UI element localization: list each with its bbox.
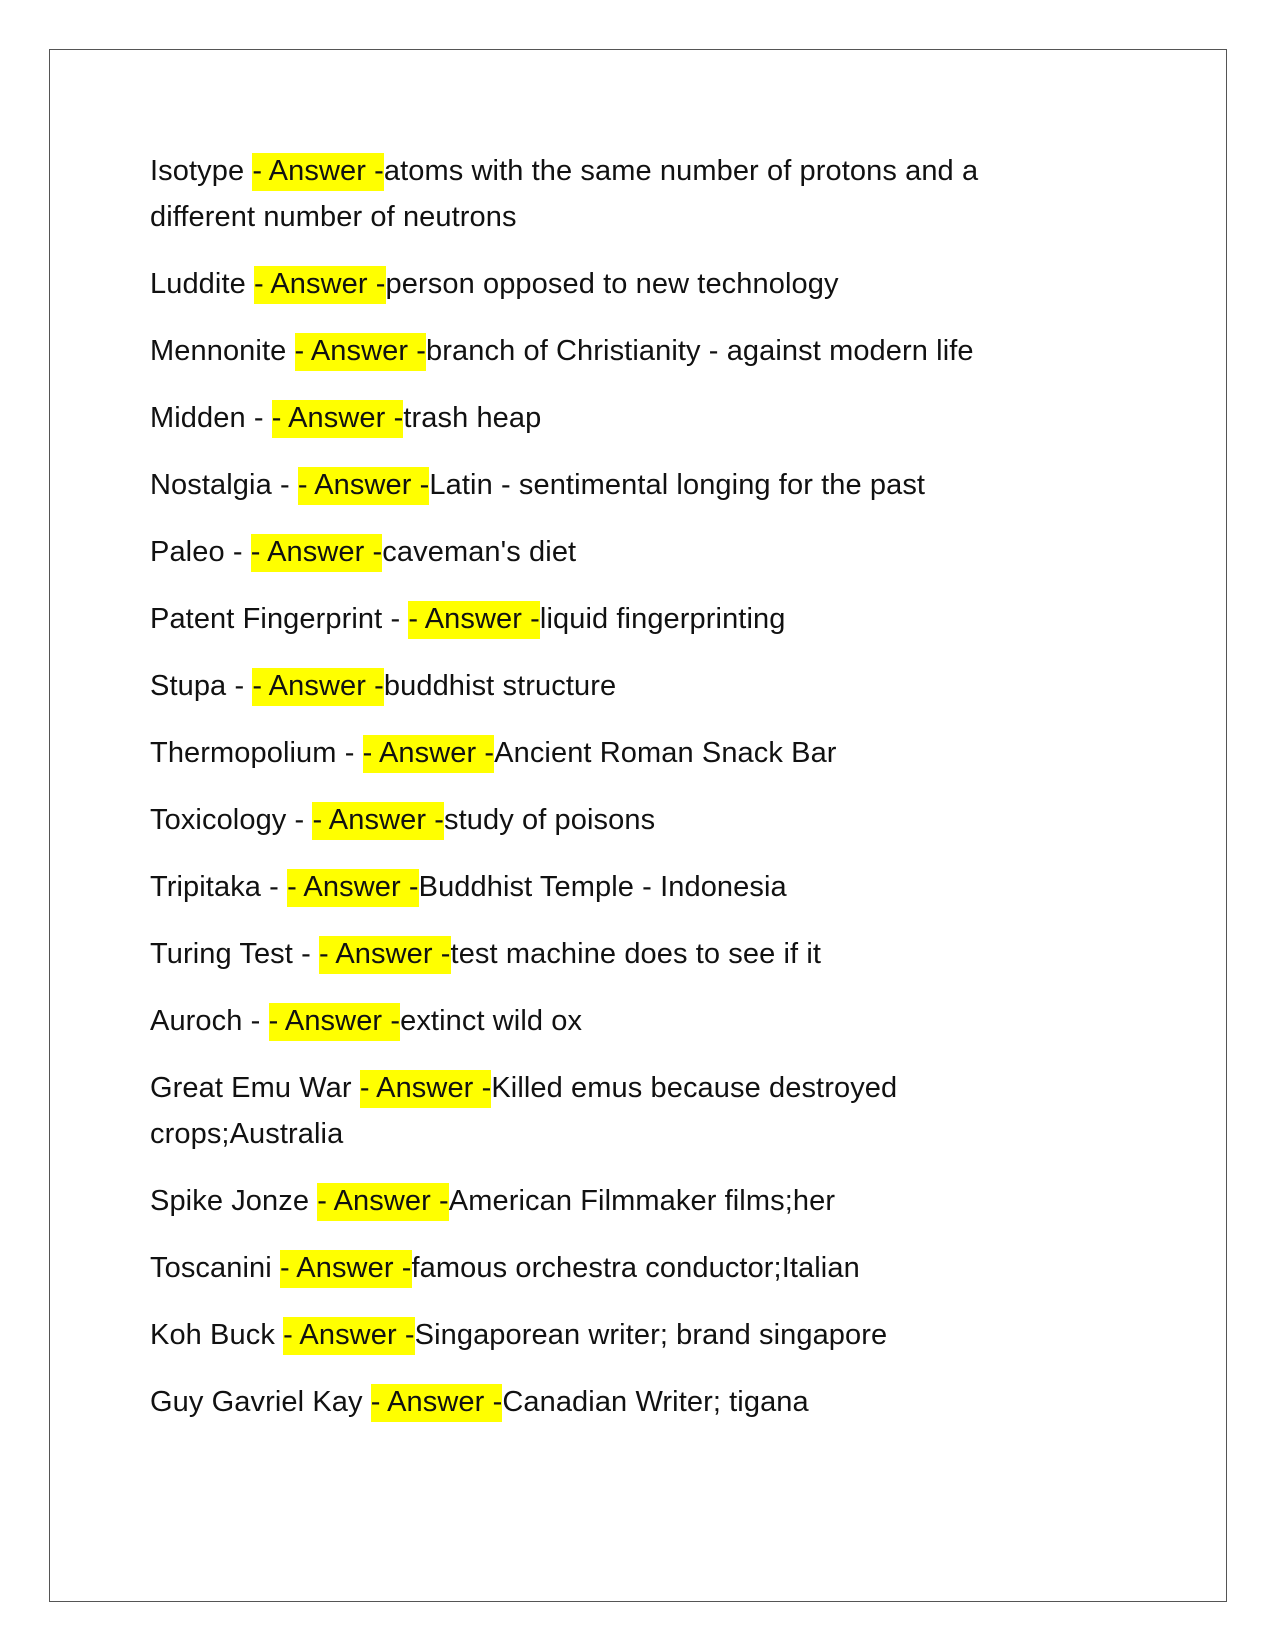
term: Toscanini bbox=[150, 1252, 280, 1284]
entry-auroch bbox=[150, 998, 1050, 1044]
answer: caveman's diet bbox=[382, 536, 577, 568]
answer: Ancient Roman Snack Bar bbox=[494, 737, 837, 769]
term: Toxicology - bbox=[150, 804, 313, 836]
answer-marker: - Answer - bbox=[269, 1003, 401, 1041]
answer: test machine does to see if it bbox=[450, 938, 822, 970]
answer-marker: - Answer - bbox=[298, 467, 430, 505]
entry-nostalgia bbox=[150, 462, 1050, 508]
answer: Canadian Writer; tigana bbox=[502, 1386, 809, 1418]
answer: branch of Christianity - against modern life bbox=[426, 335, 974, 367]
answer-marker: - Answer - bbox=[251, 534, 383, 572]
entry-luddite bbox=[150, 261, 1050, 307]
answer: Killed emus because destroyed crops;Australia bbox=[150, 1072, 898, 1150]
answer: buddhist structure bbox=[383, 670, 617, 702]
term: Great Emu War bbox=[150, 1072, 360, 1104]
answer: extinct wild ox bbox=[400, 1005, 583, 1037]
term: Paleo - bbox=[150, 536, 251, 568]
entry-toxicology bbox=[150, 797, 1050, 843]
entry-isotype bbox=[150, 148, 1050, 240]
entry-toscanini bbox=[150, 1245, 1050, 1291]
term: Guy Gavriel Kay bbox=[150, 1386, 371, 1418]
term: Thermopolium - bbox=[150, 737, 363, 769]
answer: study of poisons bbox=[444, 804, 656, 836]
answer-marker: - Answer - bbox=[360, 1070, 492, 1108]
flashcard-list bbox=[150, 148, 1050, 1446]
answer: Singaporean writer; brand singapore bbox=[414, 1319, 888, 1351]
answer-marker: - Answer - bbox=[283, 1317, 415, 1355]
answer: Latin - sentimental longing for the past bbox=[429, 469, 926, 501]
term: Midden - bbox=[150, 402, 272, 434]
answer: famous orchestra conductor;Italian bbox=[411, 1252, 860, 1284]
answer: atoms with the same number of protons and a different number of neutrons bbox=[150, 155, 979, 233]
answer-marker: - Answer - bbox=[363, 735, 495, 773]
term: Isotype bbox=[150, 155, 253, 187]
term: Stupa - bbox=[150, 670, 253, 702]
answer: trash heap bbox=[403, 402, 542, 434]
term: Nostalgia - bbox=[150, 469, 298, 501]
entry-turing-test bbox=[150, 931, 1050, 977]
entry-paleo bbox=[150, 529, 1050, 575]
answer-marker: - Answer - bbox=[295, 333, 427, 371]
term: Turing Test - bbox=[150, 938, 320, 970]
term: Patent Fingerprint - bbox=[150, 603, 409, 635]
answer-marker: - Answer - bbox=[408, 601, 540, 639]
term: Mennonite bbox=[150, 335, 295, 367]
answer-marker: - Answer - bbox=[312, 802, 444, 840]
entry-guy-gavriel-kay bbox=[150, 1379, 1050, 1425]
answer-marker: - Answer - bbox=[317, 1183, 449, 1221]
answer-marker: - Answer - bbox=[252, 153, 384, 191]
entry-stupa bbox=[150, 663, 1050, 709]
entry-koh-buck bbox=[150, 1312, 1050, 1358]
answer-marker: - Answer - bbox=[319, 936, 451, 974]
answer: liquid fingerprinting bbox=[539, 603, 786, 635]
answer: person opposed to new technology bbox=[385, 268, 839, 300]
entry-tripitaka bbox=[150, 864, 1050, 910]
entry-spike-jonze bbox=[150, 1178, 1050, 1224]
term: Auroch - bbox=[150, 1005, 269, 1037]
entry-midden bbox=[150, 395, 1050, 441]
answer-marker: - Answer - bbox=[254, 266, 386, 304]
entry-great-emu-war bbox=[150, 1065, 1050, 1157]
answer-marker: - Answer - bbox=[280, 1250, 412, 1288]
answer-marker: - Answer - bbox=[287, 869, 419, 907]
term: Luddite bbox=[150, 268, 254, 300]
term: Tripitaka - bbox=[150, 871, 288, 903]
entry-patent-fingerprint bbox=[150, 596, 1050, 642]
answer-marker: - Answer - bbox=[371, 1384, 503, 1422]
entry-thermopolium bbox=[150, 730, 1050, 776]
term: Spike Jonze bbox=[150, 1185, 318, 1217]
answer-marker: - Answer - bbox=[252, 668, 384, 706]
answer-marker: - Answer - bbox=[272, 400, 404, 438]
term: Koh Buck bbox=[150, 1319, 284, 1351]
entry-mennonite bbox=[150, 328, 1050, 374]
answer: Buddhist Temple - Indonesia bbox=[418, 871, 787, 903]
answer: American Filmmaker films;her bbox=[448, 1185, 836, 1217]
